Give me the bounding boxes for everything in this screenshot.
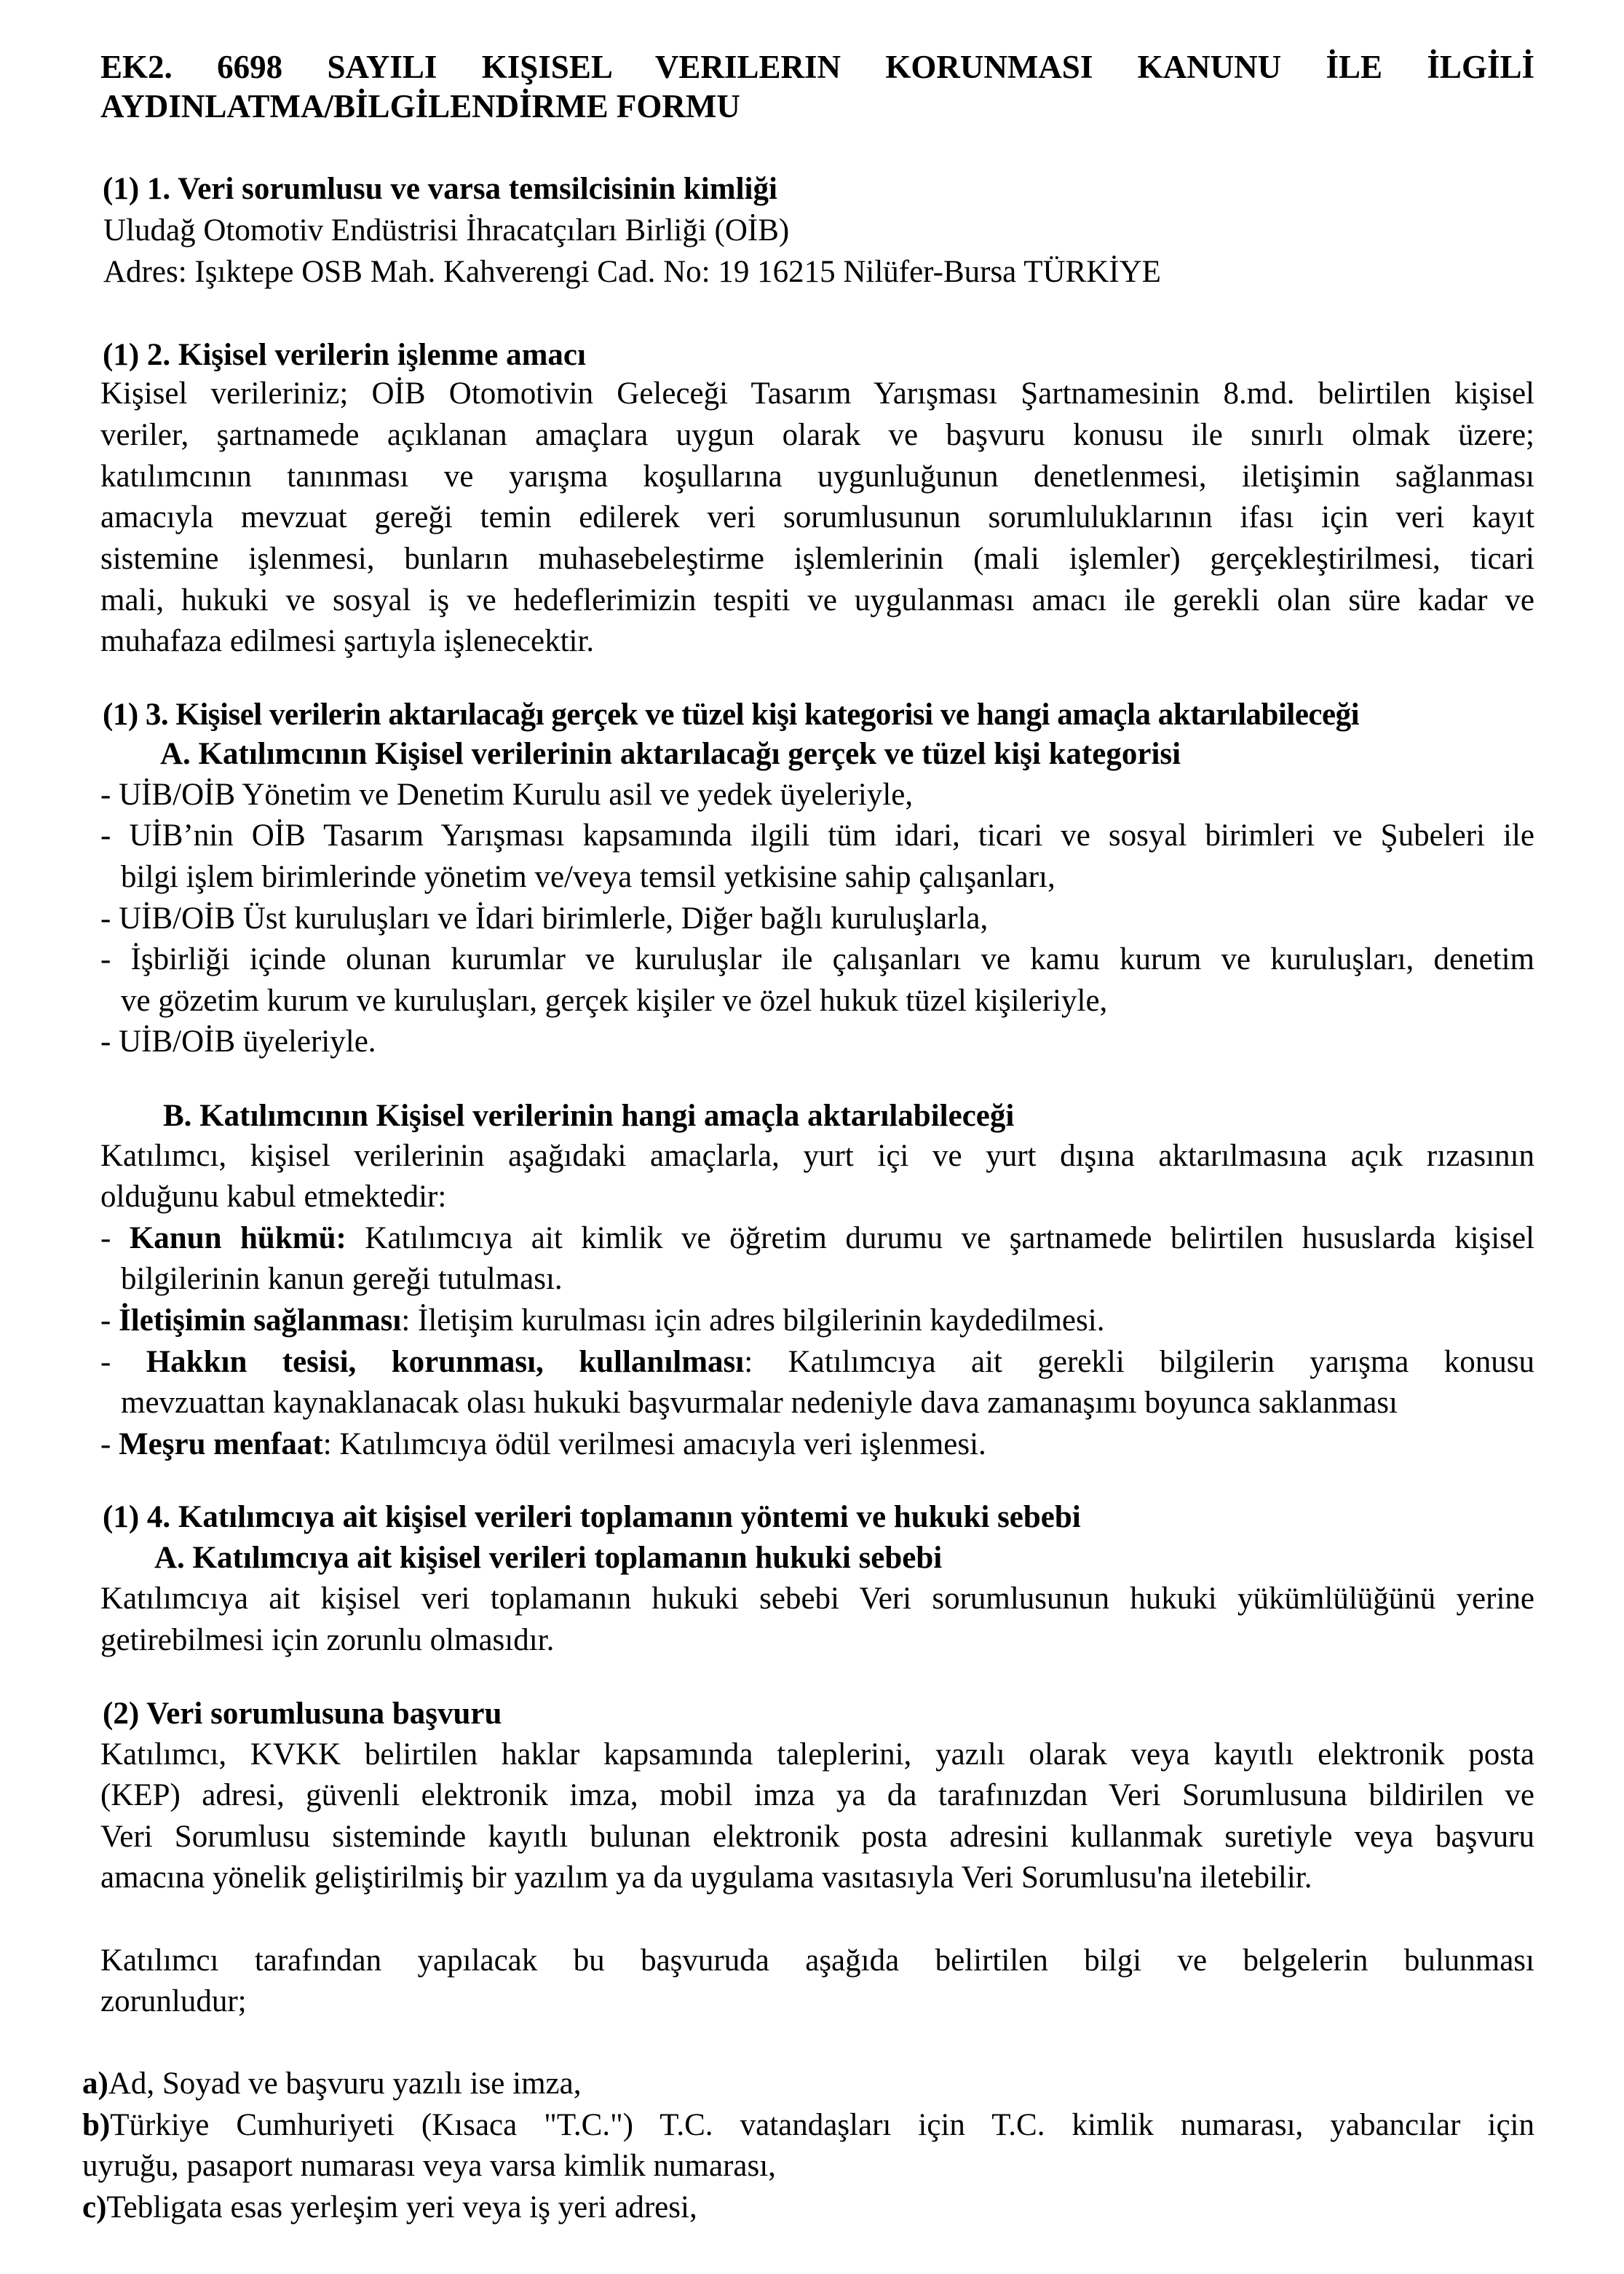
list-marker: b) [82, 2108, 111, 2142]
requirement-list-item-b-continuation: uyruğu, pasaport numarası veya varsa kimlik numarası, [82, 2149, 776, 2183]
purpose-item-communication: - İletişimin sağlanması: İletişim kurulması için adres bilgilerinin kaydedilmesi. [100, 1303, 1105, 1338]
section-4a-heading: A. Katılımcıya ait kişisel verileri toplamanın hukuki sebebi [154, 1541, 943, 1575]
section-3b-intro-line: olduğunu kabul etmektedir: [100, 1180, 447, 1214]
section-4-paragraph-line: getirebilmesi için zorunlu olmasıdır. [100, 1623, 555, 1657]
recipient-list-item: - İşbirliği içinde olunan kurumlar ve kuruluşlar ile çalışanları ve kamu kurum ve kuruluşları, denetim [100, 942, 1534, 976]
section-4-heading: (1) 4. Katılımcıya ait kişisel verileri toplamanın yöntemi ve hukuki sebebi [103, 1500, 1081, 1534]
section-application-heading: (2) Veri sorumlusuna başvuru [103, 1697, 502, 1731]
requirement-list-item-b [82, 2105, 1534, 2146]
section-2-paragraph-line: muhafaza edilmesi şartıyla işlenecektir. [100, 624, 595, 658]
data-controller-address: Adres: Işıktepe OSB Mah. Kahverengi Cad. No: 19 16215 Nilüfer-Bursa TÜRKİYE [103, 255, 1161, 289]
list-text: Tebligata esas yerleşim yeri veya iş yeri adresi, [106, 2190, 697, 2224]
list-text: Türkiye Cumhuriyeti (Kısaca "T.C.") T.C. vatandaşları için T.C. kimlik numarası, yabancılar için [110, 2108, 1534, 2142]
purpose-item-legitimate-interest: - Meşru menfaat: Katılımcıya ödül verilmesi amacıyla veri işlenmesi. [100, 1427, 986, 1461]
recipient-list-item: - UİB/OİB Üst kuruluşları ve İdari birimlerle, Diğer bağlı kuruluşlarla, [100, 901, 989, 936]
purpose-text: : Katılımcıya ait gerekli bilgilerin yarışma konusu [744, 1345, 1534, 1379]
section-2-paragraph-line: Kişisel verileriniz; OİB Otomotivin Geleceği Tasarım Yarışması Şartnamesinin 8.md. belirtilen kişisel [100, 376, 1534, 411]
section-2-paragraph-line: katılımcının tanınması ve yarışma koşullarına uygunluğunun denetlenmesi, iletişimin sağlanması [100, 459, 1534, 494]
recipient-list-item-continuation: ve gözetim kurum ve kuruluşları, gerçek kişiler ve özel hukuk tüzel kişileriyle, [121, 984, 1108, 1018]
requirement-list-item-c [82, 2187, 1534, 2228]
list-text: Ad, Soyad ve başvuru yazılı ise imza, [108, 2066, 582, 2101]
section-3a-heading: A. Katılımcının Kişisel verilerinin aktarılacağı gerçek ve tüzel kişi kategorisi [160, 737, 1181, 771]
purpose-label: Meşru menfaat [119, 1427, 323, 1461]
application-paragraph-line: amacına yönelik geliştirilmiş bir yazılım ya da uygulama vasıtasıyla Veri Sorumlusu'na iletebilir. [100, 1860, 1312, 1895]
requirement-line: zorunludur; [100, 1984, 247, 2018]
recipient-list-item: - UİB/OİB Yönetim ve Denetim Kurulu asil ve yedek üyeleriyle, [100, 778, 914, 812]
list-marker: a) [82, 2066, 108, 2101]
application-paragraph-line: Katılımcı, KVKK belirtilen haklar kapsamında taleplerini, yazılı olarak veya kayıtlı elektronik posta [100, 1737, 1534, 1772]
purpose-item-rights: - Hakkın tesisi, korunması, kullanılması: Katılımcıya ait gerekli bilgilerin yarışma konusu [100, 1345, 1534, 1379]
document-title-line-2: AYDINLATMA/BİLGİLENDİRME FORMU [100, 88, 740, 125]
section-3b-intro-line: Katılımcı, kişisel verilerinin aşağıdaki amaçlarla, yurt içi ve yurt dışına aktarılmasına açık rızasının [100, 1139, 1534, 1173]
document-title-line-1: EK2. 6698 SAYILI KIŞISEL VERILERIN KORUNMASI KANUNU İLE İLGİLİ [100, 49, 1534, 85]
purpose-label: Kanun hükmü: [129, 1221, 346, 1255]
purpose-item-legal-provision: - Kanun hükmü: Katılımcıya ait kimlik ve öğretim durumu ve şartnamede belirtilen hususlarda kişisel [100, 1221, 1534, 1255]
recipient-list-item: - UİB’nin OİB Tasarım Yarışması kapsamında ilgili tüm idari, ticari ve sosyal birimleri ve Şubeleri ile [100, 818, 1534, 853]
section-2-paragraph-line: mali, hukuki ve sosyal iş ve hedeflerimizin tespiti ve uygulanması amacı ile gerekli olan süre kadar ve [100, 583, 1534, 617]
purpose-text: : İletişim kurulması için adres bilgilerinin kaydedilmesi. [401, 1303, 1105, 1338]
purpose-text: : Katılımcıya ödül verilmesi amacıyla veri işlenmesi. [322, 1427, 986, 1461]
requirement-line: Katılımcı tarafından yapılacak bu başvuruda aşağıda belirtilen bilgi ve belgelerin bulunması [100, 1943, 1534, 1978]
recipient-list-item: - UİB/OİB üyeleriyle. [100, 1025, 376, 1059]
application-paragraph-line: Veri Sorumlusu sisteminde kayıtlı bulunan elektronik posta adresini kullanmak suretiyle veya başvuru [100, 1820, 1534, 1854]
purpose-label: Hakkın tesisi, korunması, kullanılması [146, 1345, 745, 1379]
section-2-paragraph-line: veriler, şartnamede açıklanan amaçlara uygun olarak ve başvuru konusu ile sınırlı olmak üzere; [100, 418, 1534, 452]
application-paragraph-line: (KEP) adresi, güvenli elektronik imza, mobil imza ya da tarafınızdan Veri Sorumlusuna bildirilen ve [100, 1778, 1534, 1812]
section-1-heading: (1) 1. Veri sorumlusu ve varsa temsilcisinin kimliği [103, 172, 777, 206]
list-marker: c) [82, 2190, 107, 2224]
requirement-list-item-a [82, 2064, 1534, 2104]
data-controller-name: Uludağ Otomotiv Endüstrisi İhracatçıları Birliği (OİB) [103, 213, 790, 248]
purpose-item-continuation: mevzuattan kaynaklanacak olası hukuki başvurmalar nedeniyle dava zamanaşımı boyunca saklanması [121, 1386, 1398, 1420]
section-3b-heading: B. Katılımcının Kişisel verilerinin hangi amaçla aktarılabileceği [163, 1099, 1015, 1133]
purpose-label: İletişimin sağlanması [119, 1303, 402, 1338]
purpose-item-continuation: bilgilerinin kanun gereği tutulması. [121, 1262, 563, 1296]
recipient-list-item-continuation: bilgi işlem birimlerinde yönetim ve/veya temsil yetkisine sahip çalışanları, [121, 860, 1055, 894]
purpose-text: Katılımcıya ait kimlik ve öğretim durumu ve şartnamede belirtilen hususlarda kişisel [346, 1221, 1534, 1255]
section-2-paragraph-line: amacıyla mevzuat gereği temin edilerek veri sorumlusunun sorumluluklarının ifası için veri kayıt [100, 500, 1534, 534]
section-4-paragraph-line: Katılımcıya ait kişisel veri toplamanın hukuki sebebi Veri sorumlusunun hukuki yükümlülüğünü yerine [100, 1582, 1534, 1616]
section-3-heading: (1) 3. Kişisel verilerin aktarılacağı gerçek ve tüzel kişi kategorisi ve hangi amaçla aktarılabileceği [103, 698, 1360, 732]
section-2-heading: (1) 2. Kişisel verilerin işlenme amacı [103, 338, 586, 372]
section-2-paragraph-line: sistemine işlenmesi, bunların muhasebeleştirme işlemlerinin (mali işlemler) gerçekleştirilmesi, ticari [100, 542, 1534, 576]
